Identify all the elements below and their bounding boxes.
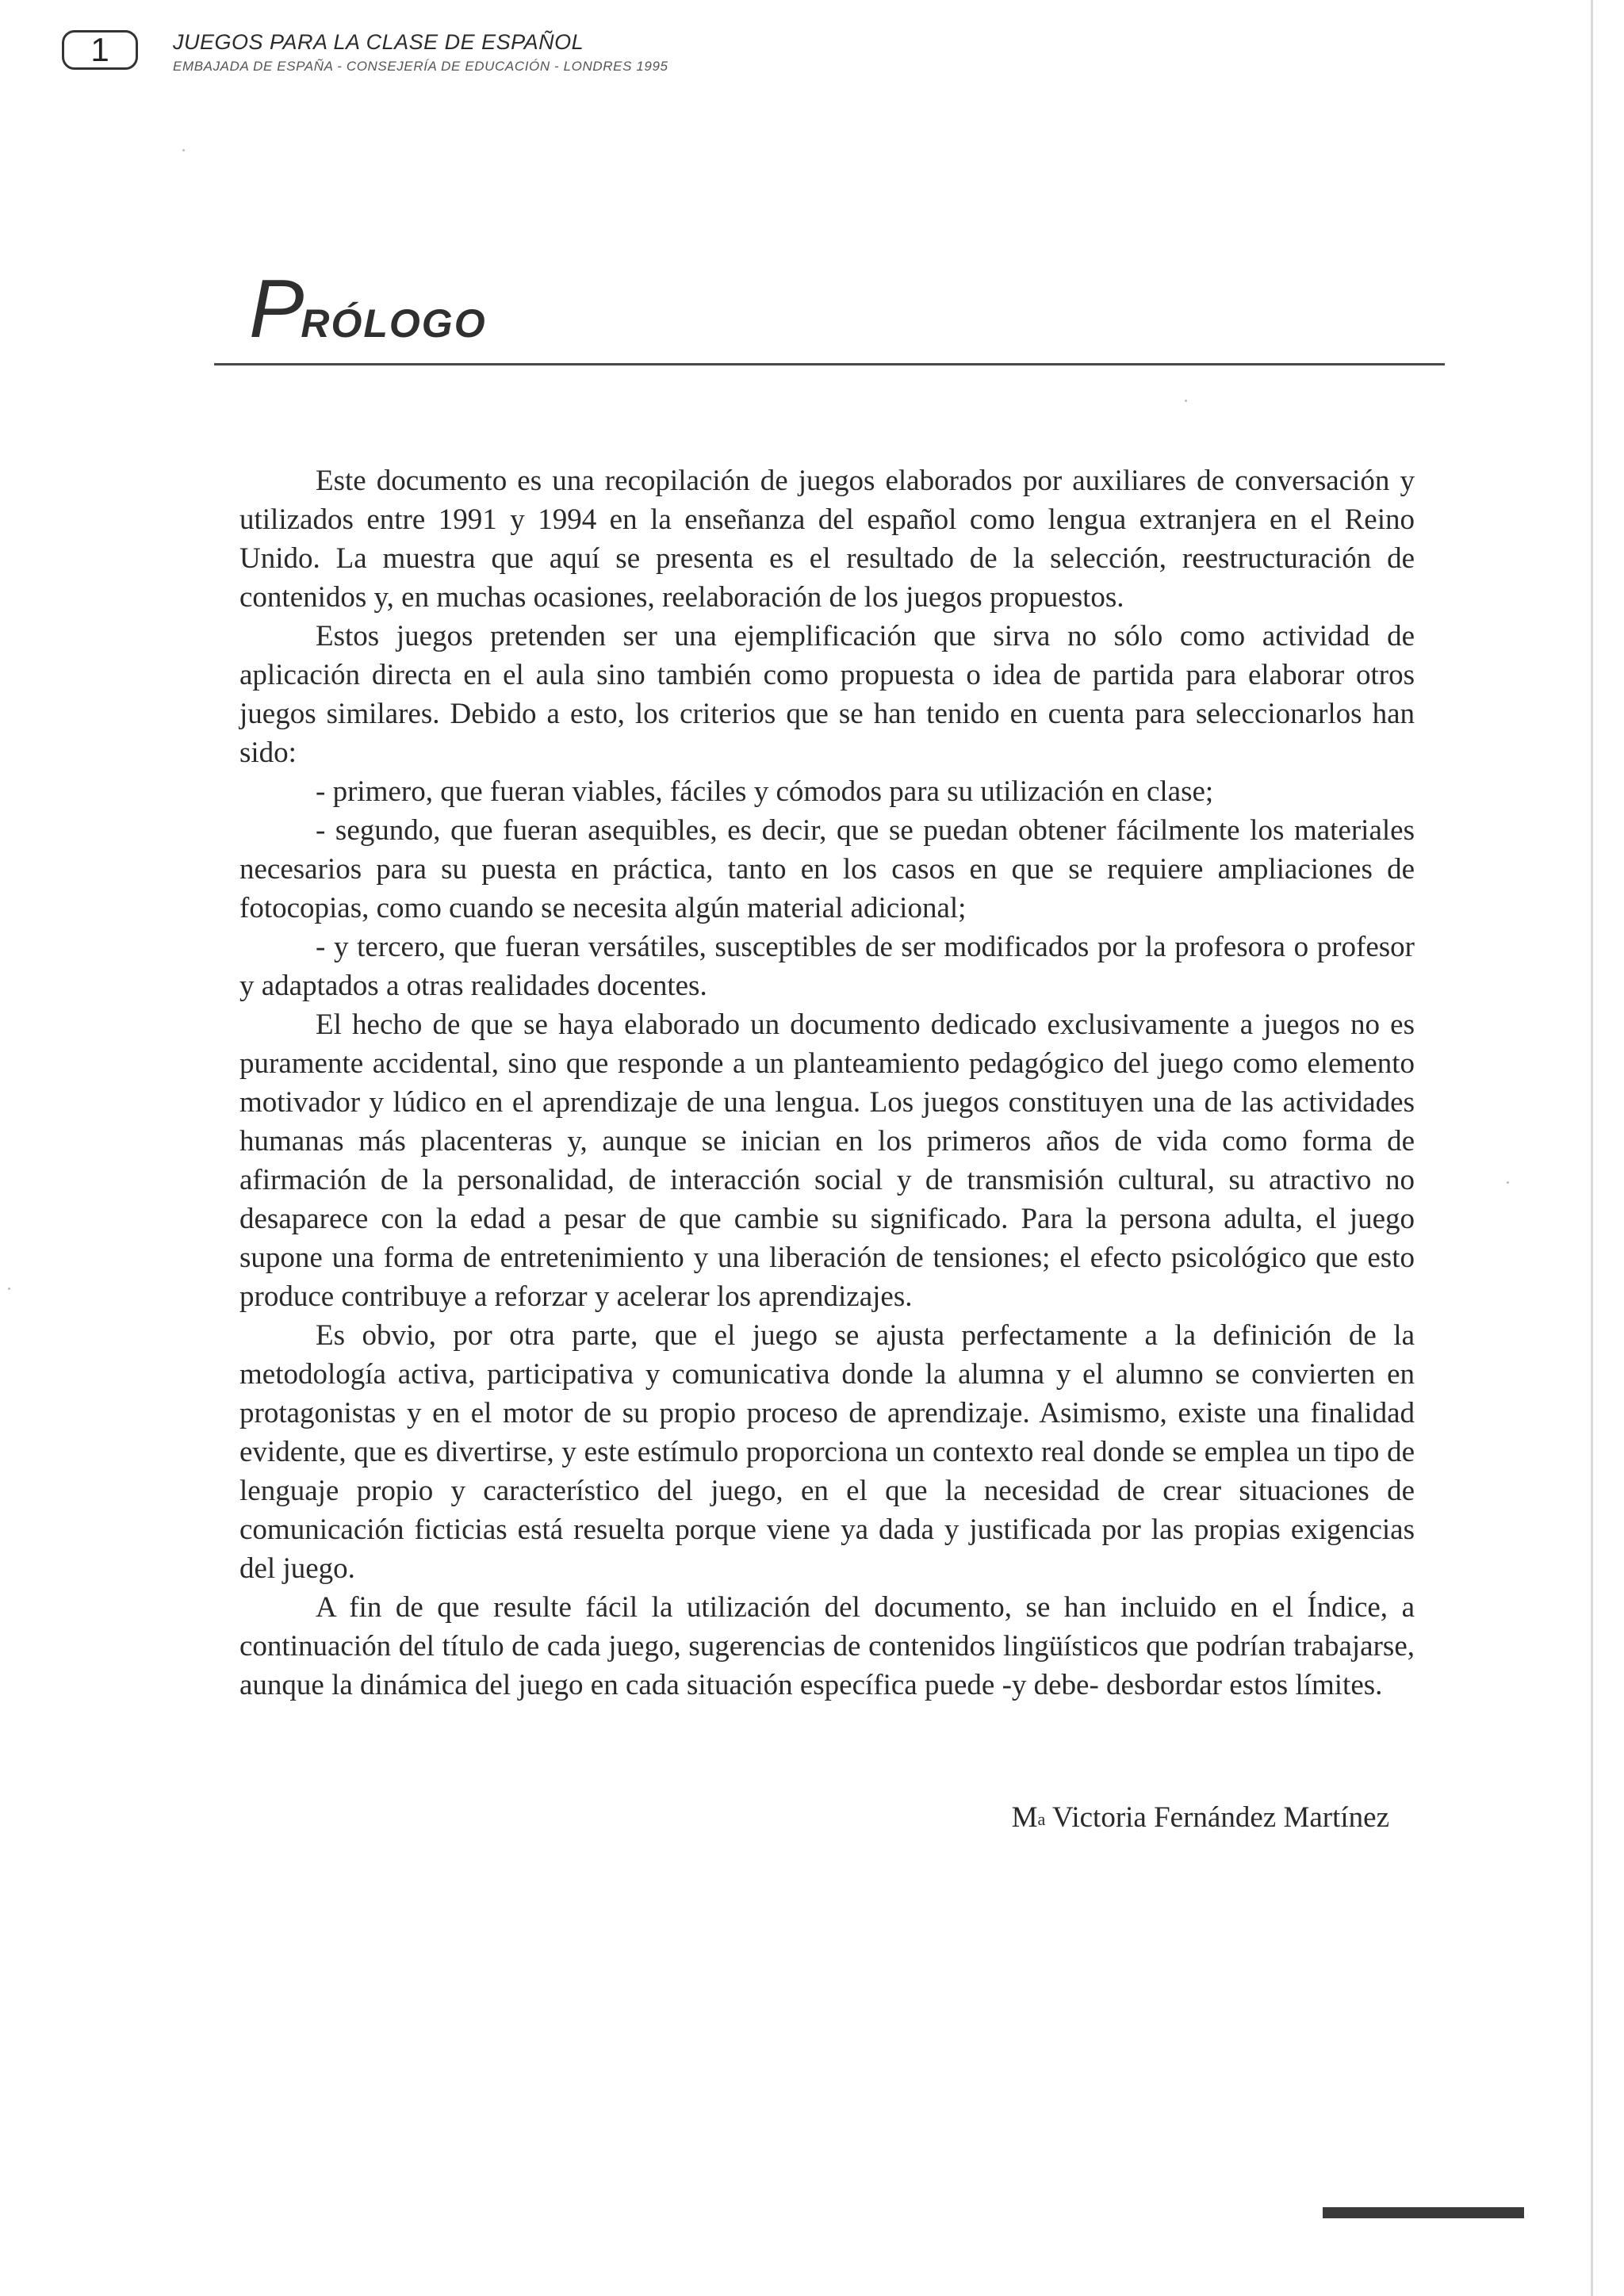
section-heading — [249, 263, 487, 355]
scan-speck — [1185, 400, 1187, 402]
paragraph: Es obvio, por otra parte, que el juego se ajusta perfectamente a la definición de la metodología activa, participativa y comunicativa donde la alumna y el alumno se convierten en protagonistas y en el motor de su propio proceso de aprendizaje. Asimismo, existe una finalidad evidente, que es divertirse, y este estímulo proporciona un contexto real donde se emplea un tipo de lenguaje propio y característico del juego, en el que la necesidad de crear situaciones de comunicación ficticias está resuelta porque viene ya dada y justificada por las propias exigencias del juego. — [239, 1319, 1415, 1585]
author-signature — [1012, 1798, 1389, 1837]
paragraph: El hecho de que se haya elaborado un documento dedicado exclusivamente a juegos no es puramente accidental, sino que responde a un planteamiento pedagógico del juego como elemento motivador y lúdico en el aprendizaje de una lengua. Los juegos constituyen una de las actividades humanas más placenteras y, aunque se inician en los primeros años de vida como forma de afirmación de la personalidad, de interacción social y de transmisión cultural, su atractivo no desaparece con la edad a pesar de que cambie su significado. Para la persona adulta, el juego supone una forma de entretenimiento y una liberación de tensiones; el efecto psicológico que esto produce contribuye a reforzar y acelerar los aprendizajes. — [239, 1008, 1415, 1313]
heading-divider — [214, 363, 1445, 365]
scan-speck — [8, 1288, 10, 1290]
signature-name: Victoria Fernández Martínez — [1045, 1801, 1389, 1834]
criteria-item: - segundo, que fueran asequibles, es decir, que se puedan obtener fácilmente los materiales necesarios para su puesta en práctica, tanto en los casos en que se requiere ampliaciones de fotocopias, como cuando se necesita algún material adicional; — [239, 814, 1415, 924]
scan-speck — [182, 149, 185, 151]
signature-prefix: M — [1011, 1801, 1038, 1834]
paragraph: Este documento es una recopilación de juegos elaborados por auxiliares de conversación y utilizados entre 1991 y 1994 en la enseñanza del español como lengua extranjera en el Reino Unido. La muestra que aquí se presenta es el resultado de la selección, reestructuración de contenidos y, en muchas ocasiones, reelaboración de los juegos propuestos. — [239, 465, 1415, 614]
page-number-text: 1 — [90, 31, 109, 68]
page-edge-shadow — [1591, 0, 1593, 2296]
page-number — [62, 30, 138, 70]
scan-speck — [1507, 1181, 1509, 1184]
footer-bar — [1323, 2207, 1524, 2218]
body-text — [239, 461, 1415, 1705]
signature-superscript: a — [1037, 1809, 1046, 1829]
heading-rest: RÓLOGO — [301, 301, 487, 346]
criteria-item: - y tercero, que fueran versátiles, susceptibles de ser modificados por la profesora o profesor y adaptados a otras realidades docentes. — [239, 931, 1415, 1002]
paragraph: A fin de que resulte fácil la utilización del documento, se han incluido en el Índice, a continuación del título de cada juego, sugerencias de contenidos lingüísticos que podrían trabajarse, aunque la dinámica del juego en cada situación específica puede -y debe- desbordar estos límites. — [239, 1591, 1415, 1701]
criteria-item: - primero, que fueran viables, fáciles y cómodos para su utilización en clase; — [316, 775, 1214, 808]
paragraph: Estos juegos pretenden ser una ejemplificación que sirva no sólo como actividad de aplicación directa en el aula sino también como propuesta o idea de partida para elaborar otros juegos similares. Debido a esto, los criterios que se han tenido en cuenta para seleccionarlos han sido: — [239, 620, 1415, 769]
heading-initial-letter: P — [249, 263, 304, 355]
running-header-subtitle: EMBAJADA DE ESPAÑA - CONSEJERÍA DE EDUCACIÓN - LONDRES 1995 — [173, 59, 668, 74]
running-header-title: JUEGOS PARA LA CLASE DE ESPAÑOL — [173, 30, 584, 54]
